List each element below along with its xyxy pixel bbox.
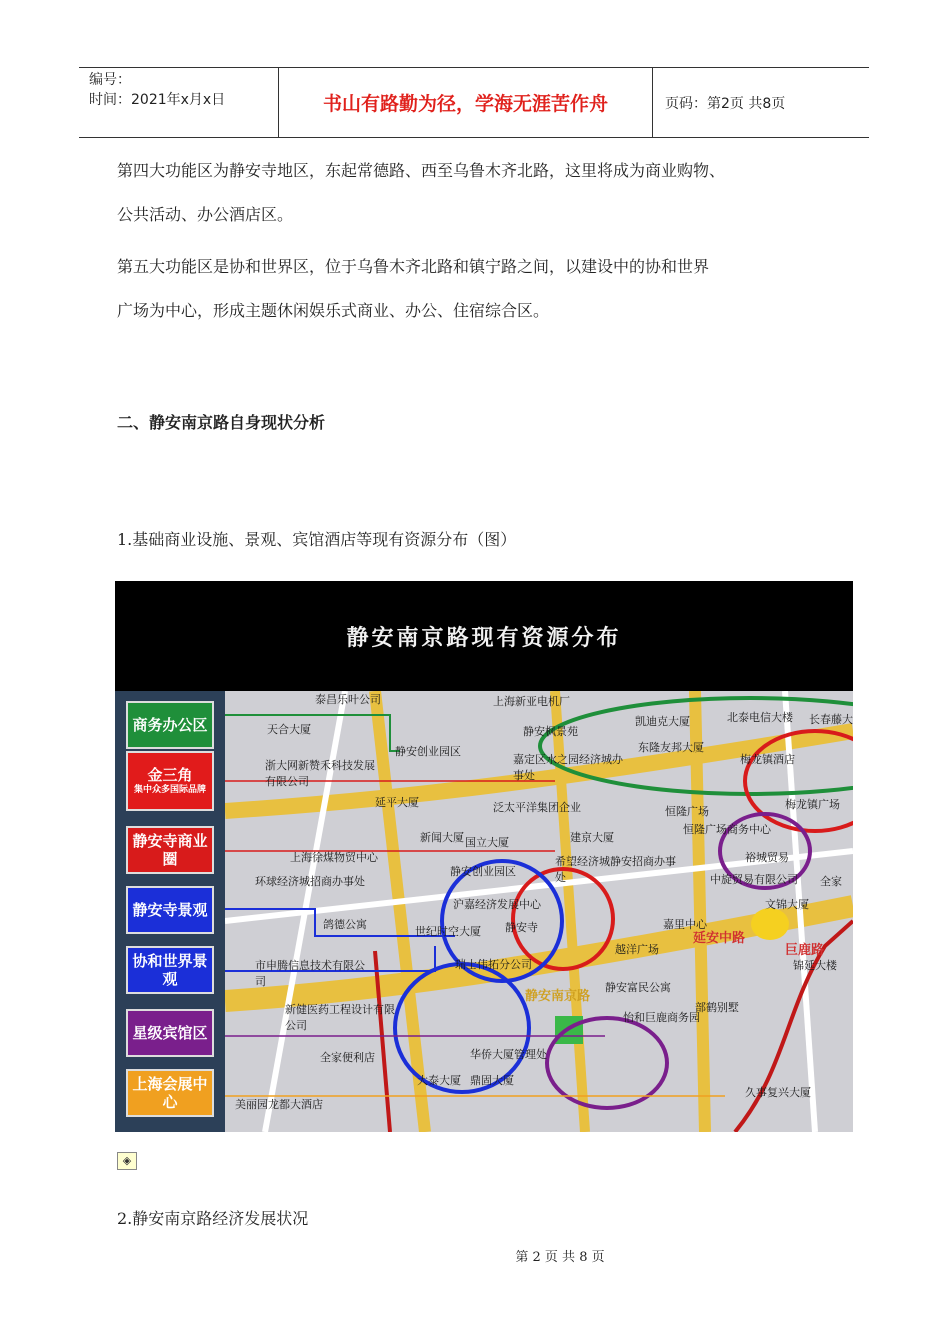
- map-label: 怡和巨鹿商务园: [623, 1011, 700, 1024]
- map-label: 恒隆广场: [665, 805, 709, 818]
- legend-golden-triangle: [126, 751, 214, 811]
- map-label: 静安寺: [505, 921, 538, 934]
- document-date: 时间：2021年x月x日: [89, 92, 226, 108]
- legend-business-office: [126, 701, 214, 749]
- map-label: 市申腾信息技术有限公司: [255, 959, 365, 988]
- image-placeholder-icon: ◈: [117, 1152, 137, 1170]
- map-label: 静安创业园区: [450, 865, 516, 878]
- map-label: 梅龙镇广场: [785, 798, 840, 811]
- paragraph-line: 公共活动、办公酒店区。: [117, 205, 294, 224]
- map-label: 瑞士伟拓分公司: [455, 958, 532, 971]
- legend-label: 协和世界景观: [132, 952, 208, 988]
- legend-sublabel: 集中众多国际品牌: [133, 785, 206, 795]
- document-number-label: 编号：: [89, 72, 131, 88]
- map-label: 中旋贸易有限公司: [710, 873, 798, 886]
- map-label: 文锦大厦: [765, 898, 809, 911]
- map-label: 新健医药工程设计有限公司: [285, 1003, 395, 1032]
- map-label: 嘉定区水之园经济城办事处: [513, 753, 623, 782]
- map-label: 静安枫景苑: [523, 725, 578, 738]
- map-title: 静安南京路现有资源分布: [346, 625, 622, 651]
- map-label: 沪嘉经济发展中心: [453, 898, 541, 911]
- map-label: 恒隆广场商务中心: [683, 823, 771, 836]
- map-label: 凯迪克大厦: [635, 715, 690, 728]
- header-page-info: 页码：第2页 共8页: [665, 95, 786, 112]
- map-label: 北泰电信大楼: [727, 711, 793, 724]
- section-heading: 二、静安南京路自身现状分析: [117, 413, 326, 432]
- map-label: 大泰大厦: [417, 1074, 461, 1087]
- map-label: 全家便利店: [320, 1051, 375, 1064]
- legend-shanghai-exhibition: [126, 1069, 214, 1117]
- map-label: 嘉里中心: [663, 918, 707, 931]
- map-label: 东隆友邦大厦: [638, 741, 704, 754]
- subheading-resource-distribution: 1.基础商业设施、景观、宾馆酒店等现有资源分布（图）: [117, 530, 517, 549]
- map-label: 静安创业园区: [395, 745, 461, 758]
- page-footer: 第 2 页 共 8 页: [515, 1250, 605, 1265]
- legend-label: 静安寺商业圈: [132, 832, 208, 868]
- map-label: 泰昌乐叶公司: [315, 693, 381, 706]
- map-label: 泛太平洋集团企业: [493, 801, 581, 814]
- map-label: 国立大厦: [465, 836, 509, 849]
- paragraph-line: 第四大功能区为静安寺地区，东起常德路、西至乌鲁木齐北路，这里将成为商业购物、: [117, 161, 726, 180]
- header-motto: 书山有路勤为径，学海无涯苦作舟: [279, 68, 653, 137]
- map-label: 建京大厦: [570, 831, 614, 844]
- map-label: 锦延大楼: [793, 959, 837, 972]
- map-label: 天合大厦: [267, 723, 311, 736]
- map-label: 环球经济城招商办事处: [255, 875, 365, 888]
- map-label: 部鹤别墅: [695, 1001, 739, 1014]
- legend-label: 金三角: [147, 766, 193, 784]
- map-label: 长春藤大: [809, 713, 853, 726]
- legend-union-world-scenery: [126, 946, 214, 994]
- map-label: 全家: [820, 875, 842, 888]
- legend-jingan-temple-commerce: [126, 826, 214, 874]
- map-label: 久事复兴大厦: [745, 1086, 811, 1099]
- map-road-label: 巨鹿路: [785, 943, 825, 958]
- map-label: 美丽园龙都大酒店: [235, 1098, 323, 1111]
- paragraph-line: 第五大功能区是协和世界区，位于乌鲁木齐北路和镇宁路之间，以建设中的协和世界: [117, 257, 710, 276]
- legend-label: 上海会展中心: [132, 1075, 208, 1111]
- legend-label: 星级宾馆区: [132, 1024, 208, 1042]
- map-body: [225, 691, 853, 1132]
- map-label: 静安富民公寓: [605, 981, 671, 994]
- map-label: 裕城贸易: [745, 851, 789, 864]
- resource-map-figure: [115, 581, 853, 1132]
- legend-label: 商务办公区: [132, 716, 208, 734]
- map-label: 延平大厦: [375, 796, 419, 809]
- map-label: 越洋广场: [615, 943, 659, 956]
- map-label: 华侨大厦管理处: [470, 1048, 547, 1061]
- map-label: 新闻大厦: [420, 831, 464, 844]
- map-label: 鸽德公寓: [323, 918, 367, 931]
- page-header: [79, 67, 869, 138]
- map-road-label: 延安中路: [693, 931, 746, 946]
- map-label: 上海新亚电机厂: [493, 695, 570, 708]
- subheading-economic-development: 2.静安南京路经济发展状况: [117, 1209, 309, 1228]
- paragraph-line: 广场为中心，形成主题休闲娱乐式商业、办公、住宿综合区。: [117, 301, 550, 320]
- paragraph-fourth-zone: [117, 149, 837, 237]
- map-label: 鼎固大厦: [470, 1074, 514, 1087]
- map-label: 浙大网新赞禾科技发展有限公司: [265, 759, 375, 788]
- header-meta: [79, 68, 279, 137]
- map-title-bar: [115, 581, 853, 691]
- map-label: 上海徐煤物贸中心: [290, 851, 378, 864]
- paragraph-fifth-zone: [117, 245, 837, 333]
- map-label: 希望经济城静安招商办事处: [555, 855, 676, 884]
- map-legend: [115, 691, 225, 1132]
- map-label: 世纪时空大厦: [415, 925, 481, 938]
- map-road-label: 静安南京路: [525, 989, 591, 1004]
- legend-star-hotels: [126, 1009, 214, 1057]
- legend-label: 静安寺景观: [132, 901, 208, 919]
- map-label: 梅龙镇酒店: [740, 753, 795, 766]
- legend-jingan-temple-scenery: [126, 886, 214, 934]
